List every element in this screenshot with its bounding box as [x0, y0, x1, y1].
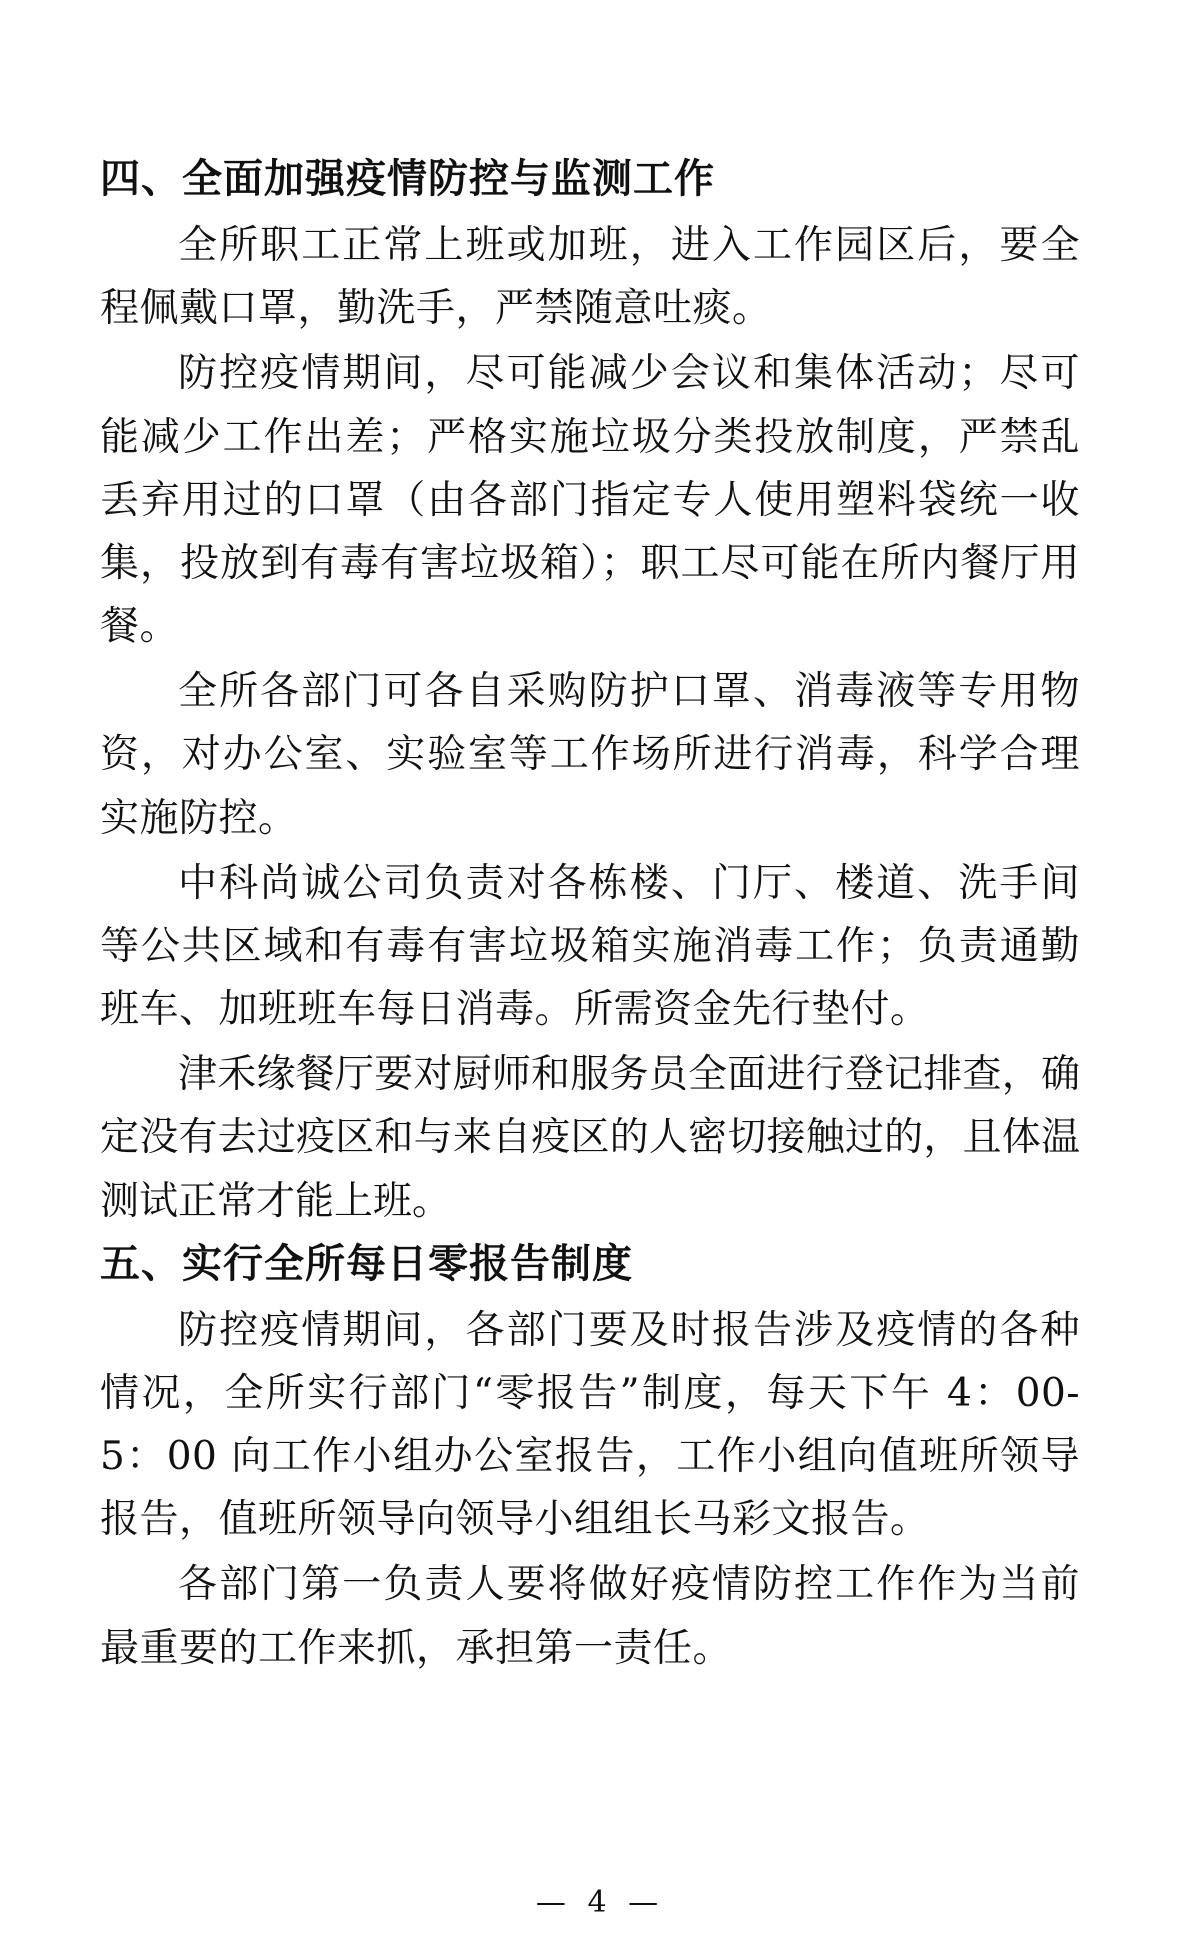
document-body [100, 150, 1080, 1680]
footer-dash-left: — [535, 1885, 572, 1920]
page-number: 4 [587, 1885, 613, 1920]
paragraph-5-1: 防控疫情期间，各部门要及时报告涉及疫情的各种情况，全所实行部门“零报告”制度，每天下午 4：00-5：00 向工作小组办公室报告，工作小组向值班所领导报告，值班所领导向领导小组组长马彩文报告。 [100, 1307, 1080, 1543]
paragraph-4-2: 防控疫情期间，尽可能减少会议和集体活动；尽可能减少工作出差；严格实施垃圾分类投放制度，严禁乱丢弃用过的口罩（由各部门指定专人使用塑料袋统一收集，投放到有毒有害垃圾箱）；职工尽可能在所内餐厅用餐。 [100, 351, 1080, 650]
paragraph-4-4: 中科尚诚公司负责对各栋楼、门厅、楼道、洗手间等公共区域和有毒有害垃圾箱实施消毒工作；负责通勤班车、加班班车每日消毒。所需资金先行垫付。 [100, 860, 1080, 1033]
paragraph-4-5: 津禾缘餐厅要对厨师和服务员全面进行登记排查，确定没有去过疫区和与来自疫区的人密切接触过的，且体温测试正常才能上班。 [100, 1052, 1080, 1224]
page-footer [0, 1885, 1200, 1920]
section-heading-four: 四、全面加强疫情防控与监测工作 [100, 155, 715, 202]
footer-dash-right: — [628, 1885, 665, 1920]
paragraph-4-3: 全所各部门可各自采购防护口罩、消毒液等专用物资，对办公室、实验室等工作场所进行消毒，科学合理实施防控。 [100, 669, 1080, 841]
paragraph-4-1: 全所职工正常上班或加班，进入工作园区后，要全程佩戴口罩，勤洗手，严禁随意吐痰。 [100, 223, 1080, 332]
paragraph-5-2: 各部门第一负责人要将做好疫情防控工作作为当前最重要的工作来抓，承担第一责任。 [100, 1562, 1080, 1671]
section-heading-five: 五、实行全所每日零报告制度 [100, 1239, 633, 1287]
